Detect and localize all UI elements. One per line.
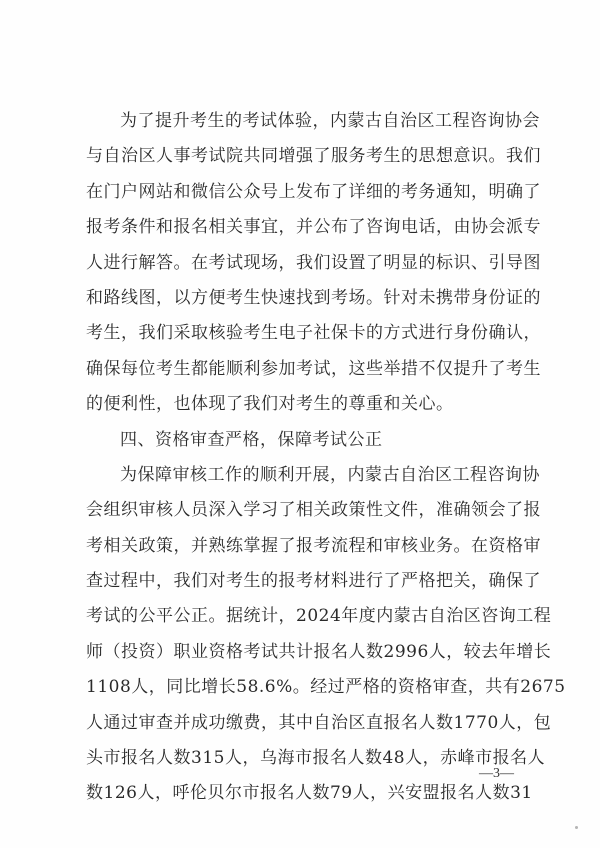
paragraph-2-line-1: 为保障审核工作的顺利开展，内蒙古自治区工程咨询协 — [120, 464, 540, 485]
page-number: —3— — [479, 766, 514, 781]
paragraph-2-line-6: 师（投资）职业资格考试共计报名人数2996人，较去年增长 — [86, 641, 552, 662]
paragraph-2-line-10: 数126人，呼伦贝尔市报名人数79人，兴安盟报名人数31 — [86, 783, 533, 804]
paragraph-1-line-2: 与自治区人事考试院共同增强了服务考生的思想意识。我们 — [86, 146, 541, 167]
paragraph-2-line-4: 查过程中，我们对考生的报考材料进行了严格把关，确保了 — [86, 571, 541, 592]
paragraph-1-line-7: 考生，我们采取核验考生电子社保卡的方式进行身份确认， — [86, 323, 541, 344]
paragraph-1-line-9: 的便利性，也体现了我们对考生的尊重和关心。 — [86, 394, 454, 415]
paragraph-2-line-9: 头市报名人数315人，乌海市报名人数48人，赤峰市报名人 — [86, 748, 546, 769]
paragraph-1-line-4: 报考条件和报名相关事宜，并公布了咨询电话，由协会派专 — [86, 217, 541, 238]
paragraph-2-line-2: 会组织审核人员深入学习了相关政策性文件，准确领会了报 — [86, 500, 541, 521]
paragraph-2-line-8: 人通过审查并成功缴费，其中自治区直报名人数1770人，包 — [86, 712, 552, 733]
section-heading: 四、资格审查严格，保障考试公正 — [120, 429, 383, 450]
paragraph-2-line-3: 考相关政策，并熟练掌握了报考流程和审核业务。在资格审 — [86, 535, 541, 556]
paragraph-1-line-5: 人进行解答。在考试现场，我们设置了明显的标识、引导图 — [86, 252, 541, 273]
paragraph-2-line-7: 1108人，同比增长58.6%。经过严格的资格审查，共有2675 — [86, 677, 566, 698]
paragraph-1-line-3: 在门户网站和微信公众号上发布了详细的考务通知，明确了 — [86, 181, 541, 202]
paragraph-1-line-1: 为了提升考生的考试体验，内蒙古自治区工程咨询协会 — [120, 111, 540, 131]
scan-speck — [575, 826, 578, 829]
paragraph-2-line-5: 考试的公平公正。据统计，2024年度内蒙古自治区咨询工程 — [86, 606, 552, 627]
paragraph-1-line-6: 和路线图，以方便考生快速找到考场。针对未携带身份证的 — [86, 287, 541, 308]
body-text — [86, 104, 566, 812]
paragraph-1-line-8: 确保每位考生都能顺利参加考试，这些举措不仅提升了考生 — [86, 358, 541, 379]
